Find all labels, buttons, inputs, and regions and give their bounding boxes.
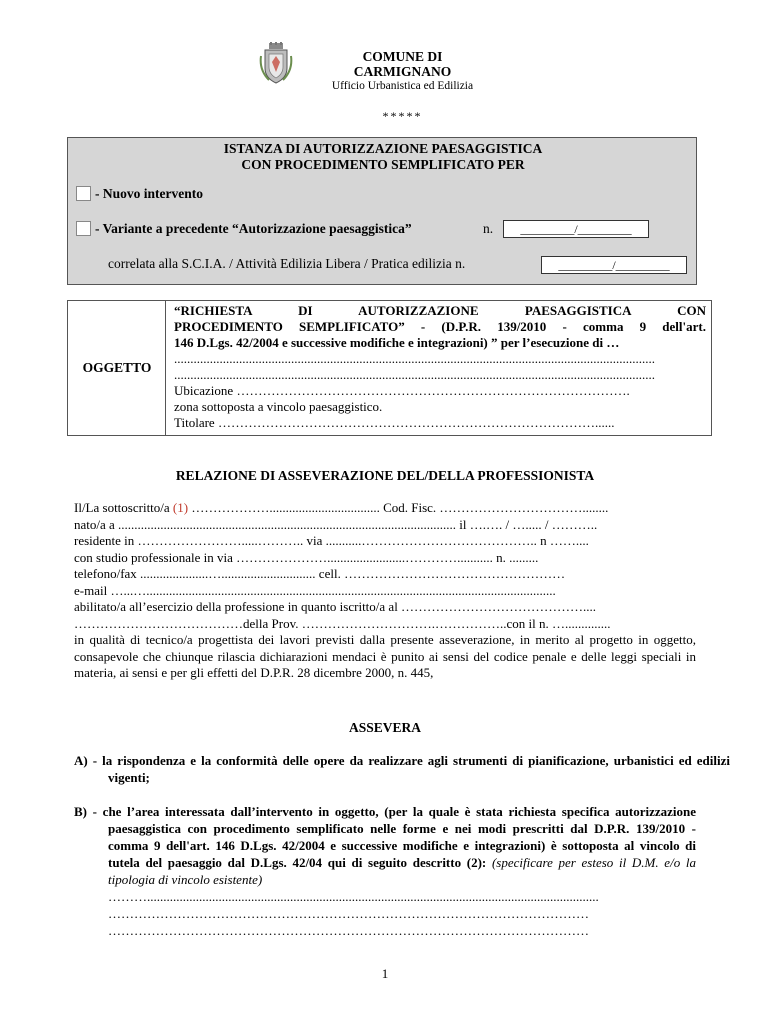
provincia-line[interactable]: …………………………………della Prov. ………………………….……………..con il n. ….............. [74,615,611,631]
istanza-box [67,137,697,285]
sottoscritto-fill: ……………….................................. Cod. Fisc. ……………………………........ [191,500,609,515]
variante-number-field[interactable]: _________/_________ [503,220,649,238]
vincolo-fill-line[interactable]: ………………………………………………………………………………………………… [108,923,589,938]
oggetto-description [174,303,706,431]
residente-line[interactable]: residente in …………………….....……….. via ...........………………………………….. n …….... [74,533,589,548]
studio-line[interactable]: con studio professionale in via …………………........................…………........... n. ......... [74,549,539,565]
town-name-line1: COMUNE DI [362,49,443,64]
oggetto-line: 146 D.Lgs. 42/2004 e successive modifiche e integrazioni) ” per l’esecuzione di … [174,335,620,350]
relazione-title: RELAZIONE DI ASSEVERAZIONE DEL/DELLA PROFESSIONISTA [175,468,595,483]
item-b-note: (specificare per esteso il D.M. e/o la tipologia di vincolo esistente) [108,855,696,887]
municipal-crest-icon [259,42,293,86]
page-number: 1 [381,966,389,981]
relazione-paragraph: in qualità di tecnico/a progettista dei lavori previsti dalla presente asseverazione, in merito al progetto in oggetto, consapevole che chiunque rilascia dichiarazioni mendaci è punito ai sensi del codice penale e delle leggi speciali in materia, ai sensi e per gli effetti del D.P.R. 28 dicembre 2000, n. 445, [74,632,696,680]
nuovo-intervento-checkbox[interactable] [76,186,91,201]
item-b-text: B) - che l’area interessata dall’intervento in oggetto, (per la quale è stata richiesta specifica autorizzazione paesaggistica con procedimento semplificato nelle forme e nei modi prescritti dal D.P.R. 139/2010 - comma 9 dell'art. 146 D.Lgs. 42/2004 e successive modifiche e integrazioni) è sottoposta al vincolo di tutela del paesaggio dal D.Lgs. 42/04 qui di seguito descritto (2): [74,804,696,870]
assevera-item-b [74,803,696,939]
telefono-line[interactable]: telefono/fax .....................…............................. cell. …………………………………………… [74,566,566,581]
vincolo-text: zona sottoposta a vincolo paesaggistico. [174,399,383,414]
vincolo-fill-line[interactable]: ………………………………………………………………………………………………… [108,906,589,921]
oggetto-table [67,300,712,436]
relazione-body [74,500,696,682]
oggetto-line: “RICHIESTA DI AUTORIZZAZIONE PAESAGGISTICA CON [174,303,706,318]
assevera-title: ASSEVERA [348,720,422,735]
istanza-title-line2: CON PROCEDIMENTO SEMPLIFICATO PER [241,157,525,172]
variante-label: - Variante a precedente “Autorizzazione paesaggistica” [95,221,412,236]
titolare-field[interactable]: Titolare ……………………………………………………………………………...... [174,415,615,430]
abilitato-line[interactable]: abilitato/a all’esercizio della professione in quanto iscritto/a al …………………………………….... [74,599,597,614]
nuovo-intervento-label: - Nuovo intervento [95,186,203,201]
nato-line[interactable]: nato/a a ........................................................................................................ il ….…. / …..... / ……….. [74,516,598,532]
sottoscritto-label: Il/La sottoscritto/a [74,500,170,515]
oggetto-fill-line[interactable]: .................................................................................................................................................... [174,367,655,382]
correlata-label: correlata alla S.C.I.A. / Attività Edilizia Libera / Pratica edilizia n. [108,256,466,271]
separator-stars: ***** [382,109,423,123]
vincolo-fill-line[interactable]: ………........................................................................................................................................... [108,889,599,904]
office-name: Ufficio Urbanistica ed Edilizia [331,80,474,92]
town-name-line2: CARMIGNANO [353,64,452,79]
variante-checkbox[interactable] [76,221,91,236]
oggetto-fill-line[interactable]: .................................................................................................................................................... [174,351,655,366]
oggetto-line: PROCEDIMENTO SEMPLIFICATO” - (D.P.R. 139/2010 - comma 9 dell'art. [174,319,706,334]
oggetto-label: OGGETTO [82,360,152,375]
pratica-number-field[interactable]: _________/_________ [541,256,687,274]
footnote-ref: (1) [172,500,189,515]
sottoscritto-line[interactable] [74,500,696,517]
variante-number-label: n. [483,221,494,236]
email-line[interactable]: e-mail …...….............................................................................................................................. [74,582,556,598]
assevera-item-a: A) - la rispondenza e la conformità delle opere da realizzare agli strumenti di pianificazione, urbanistici ed edilizi vigenti; [74,753,730,785]
ubicazione-field[interactable]: Ubicazione ………………………………………………………………………………. [174,383,630,398]
istanza-title-line1: ISTANZA DI AUTORIZZAZIONE PAESAGGISTICA [223,141,543,156]
